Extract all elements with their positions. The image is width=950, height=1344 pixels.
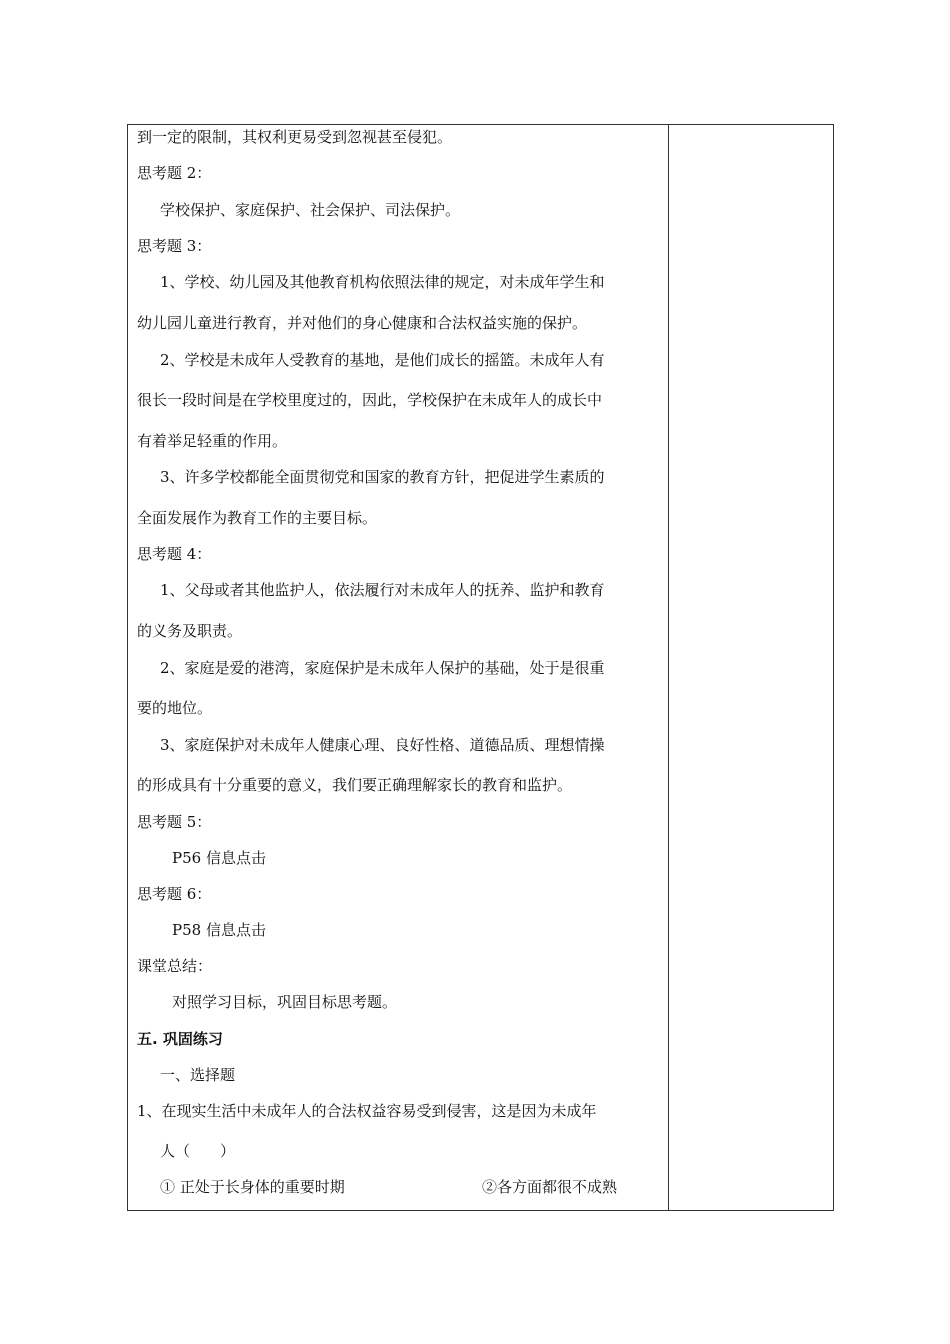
text-line: P58 信息点击	[172, 921, 266, 939]
question-text: 人（ ）	[160, 1142, 236, 1160]
summary-heading: 课堂总结：	[137, 957, 213, 975]
text-line: 1、父母或者其他监护人，依法履行对未成年人的抚养、监护和教育	[160, 581, 605, 599]
text-line: 学校保护、家庭保护、社会保护、司法保护。	[160, 201, 461, 219]
question-text: 1、在现实生活中未成年人的合法权益容易受到侵害，这是因为未成年	[137, 1102, 597, 1120]
option-2: ②各方面都很不成熟	[482, 1178, 618, 1196]
text-line: 1、学校、幼儿园及其他教育机构依照法律的规定，对未成年学生和	[160, 273, 605, 291]
text-line: 对照学习目标，巩固目标思考题。	[172, 993, 398, 1011]
text-line: 很长一段时间是在学校里度过的，因此，学校保护在未成年人的成长中	[137, 391, 603, 409]
text-line: 2、家庭是爱的港湾，家庭保护是未成年人保护的基础，处于是很重	[160, 659, 605, 677]
section-heading: 五. 巩固练习	[137, 1030, 223, 1048]
question-heading: 思考题 6：	[137, 885, 212, 903]
subsection-heading: 一、选择题	[160, 1066, 236, 1084]
text-line: P56 信息点击	[172, 849, 266, 867]
text-line: 全面发展作为教育工作的主要目标。	[137, 509, 378, 527]
question-heading: 思考题 5：	[137, 813, 212, 831]
question-heading: 思考题 3：	[137, 237, 212, 255]
question-heading: 思考题 4：	[137, 545, 212, 563]
text-line: 3、许多学校都能全面贯彻党和国家的教育方针，把促进学生素质的	[160, 468, 605, 486]
text-line: 的义务及职责。	[137, 622, 243, 640]
text-line: 到一定的限制，其权利更易受到忽视甚至侵犯。	[137, 128, 453, 146]
text-line: 2、学校是未成年人受教育的基地，是他们成长的摇篮。未成年人有	[160, 351, 605, 369]
text-line: 要的地位。	[137, 699, 213, 717]
question-heading: 思考题 2：	[137, 164, 212, 182]
option-1: ① 正处于长身体的重要时期	[160, 1178, 345, 1196]
text-line: 3、家庭保护对未成年人健康心理、良好性格、道德品质、理想情操	[160, 736, 605, 754]
text-line: 的形成具有十分重要的意义，我们要正确理解家长的教育和监护。	[137, 776, 573, 794]
text-line: 幼儿园儿童进行教育，并对他们的身心健康和合法权益实施的保护。	[137, 314, 588, 332]
column-divider	[668, 125, 669, 1210]
text-line: 有着举足轻重的作用。	[137, 432, 288, 450]
